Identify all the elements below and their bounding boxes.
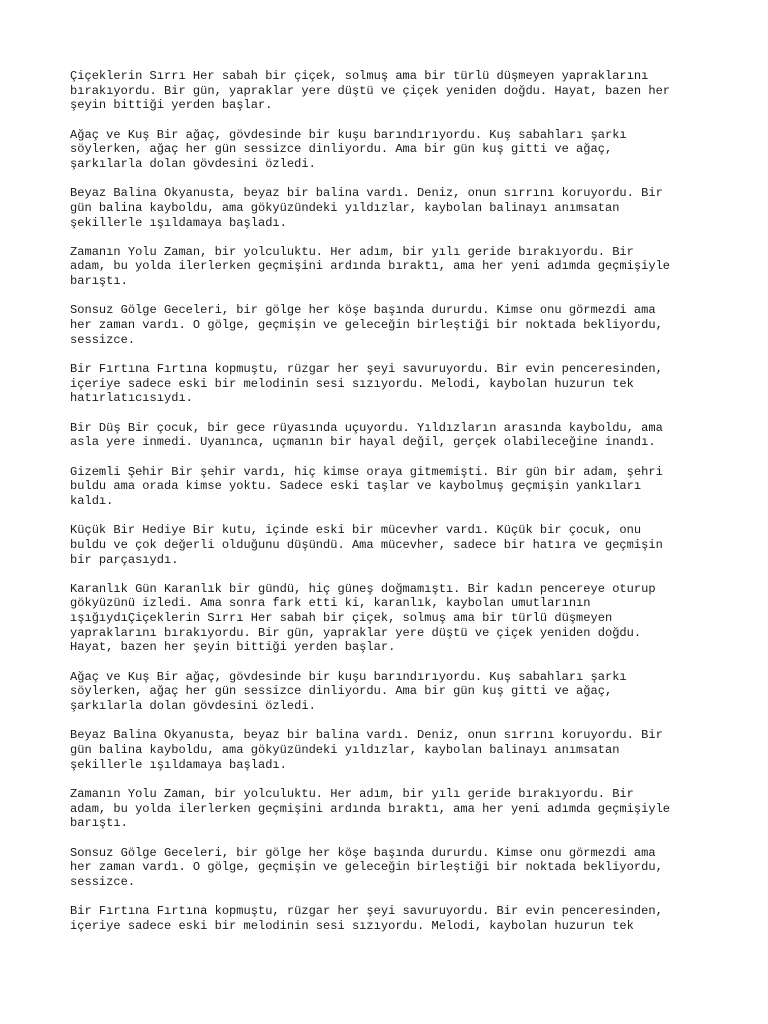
paragraph bbox=[70, 421, 710, 450]
text-line: ışığıydıÇiçeklerin Sırrı Her sabah bir çiçek, solmuş ama bir türlü düşmeyen bbox=[70, 611, 613, 626]
text-line: şarkılarla dolan gövdesini özledi. bbox=[70, 156, 316, 171]
paragraph bbox=[70, 670, 710, 714]
text-line: söylerken, ağaç her gün sessizce dinliyordu. Ama bir gün kuş gitti ve ağaç, bbox=[70, 142, 613, 157]
text-line: Sonsuz Gölge Geceleri, bir gölge her köşe başında dururdu. Kimse onu görmezdi ama bbox=[70, 303, 656, 318]
paragraph bbox=[70, 128, 710, 172]
text-line: şeyin bittiği yerden başlar. bbox=[70, 98, 273, 113]
text-line: Bir Fırtına Fırtına kopmuştu, rüzgar her şeyi savuruyordu. Bir evin penceresinden, bbox=[70, 362, 663, 377]
text-line: şekillerle ışıldamaya başladı. bbox=[70, 215, 287, 230]
text-line: buldu ama orada kimse yoktu. Sadece eski taşlar ve kaybolmuş geçmişin yankıları bbox=[70, 479, 642, 494]
text-line: adam, bu yolda ilerlerken geçmişini ardında bıraktı, ama her yeni adımda geçmişiyle bbox=[70, 259, 671, 274]
text-line: Karanlık Gün Karanlık bir gündü, hiç güneş doğmamıştı. Bir kadın pencereye oturup bbox=[70, 581, 656, 596]
text-line: Ağaç ve Kuş Bir ağaç, gövdesinde bir kuşu barındırıyordu. Kuş sabahları şarkı bbox=[70, 127, 627, 142]
text-line: Ağaç ve Kuş Bir ağaç, gövdesinde bir kuşu barındırıyordu. Kuş sabahları şarkı bbox=[70, 669, 627, 684]
text-line: Beyaz Balina Okyanusta, beyaz bir balina vardı. Deniz, onun sırrını koruyordu. Bir bbox=[70, 186, 663, 201]
text-line: Bir Düş Bir çocuk, bir gece rüyasında uçuyordu. Yıldızların arasında kayboldu, ama bbox=[70, 420, 663, 435]
text-line: hatırlatıcısıydı. bbox=[70, 391, 193, 406]
text-line: yapraklarını bırakıyordu. Bir gün, yapraklar yere düştü ve çiçek yeniden doğdu. bbox=[70, 625, 642, 640]
text-line: gün balina kayboldu, ama gökyüzündeki yıldızlar, kaybolan balinayı anımsatan bbox=[70, 200, 620, 215]
text-line: şarkılarla dolan gövdesini özledi. bbox=[70, 699, 316, 714]
text-line: barıştı. bbox=[70, 274, 128, 289]
paragraph bbox=[70, 582, 710, 655]
text-line: sessizce. bbox=[70, 874, 136, 889]
paragraph bbox=[70, 846, 710, 890]
paragraph bbox=[70, 728, 710, 772]
document-body bbox=[70, 69, 710, 948]
paragraph bbox=[70, 523, 710, 567]
paragraph bbox=[70, 69, 710, 113]
text-line: her zaman vardı. O gölge, geçmişin ve geleceğin birleştiği bir noktada bekliyordu, bbox=[70, 318, 663, 333]
text-line: Sonsuz Gölge Geceleri, bir gölge her köşe başında dururdu. Kimse onu görmezdi ama bbox=[70, 845, 656, 860]
text-line: kaldı. bbox=[70, 493, 114, 508]
text-line: barıştı. bbox=[70, 816, 128, 831]
text-line: Gizemli Şehir Bir şehir vardı, hiç kimse oraya gitmemişti. Bir gün bir adam, şehri bbox=[70, 464, 663, 479]
text-line: Bir Fırtına Fırtına kopmuştu, rüzgar her şeyi savuruyordu. Bir evin penceresinden, bbox=[70, 904, 663, 919]
paragraph bbox=[70, 245, 710, 289]
text-line: Zamanın Yolu Zaman, bir yolculuktu. Her adım, bir yılı geride bırakıyordu. Bir bbox=[70, 244, 634, 259]
paragraph bbox=[70, 465, 710, 509]
text-line: Zamanın Yolu Zaman, bir yolculuktu. Her adım, bir yılı geride bırakıyordu. Bir bbox=[70, 786, 634, 801]
text-line: şekillerle ışıldamaya başladı. bbox=[70, 757, 287, 772]
text-line: içeriye sadece eski bir melodinin sesi sızıyordu. Melodi, kaybolan huzurun tek bbox=[70, 376, 634, 391]
text-line: Beyaz Balina Okyanusta, beyaz bir balina vardı. Deniz, onun sırrını koruyordu. Bir bbox=[70, 728, 663, 743]
text-line: söylerken, ağaç her gün sessizce dinliyordu. Ama bir gün kuş gitti ve ağaç, bbox=[70, 684, 613, 699]
text-line: içeriye sadece eski bir melodinin sesi sızıyordu. Melodi, kaybolan huzurun tek bbox=[70, 918, 634, 933]
text-line: bırakıyordu. Bir gün, yapraklar yere düştü ve çiçek yeniden doğdu. Hayat, bazen her bbox=[70, 83, 671, 98]
text-line: adam, bu yolda ilerlerken geçmişini ardında bıraktı, ama her yeni adımda geçmişiyle bbox=[70, 801, 671, 816]
text-line: buldu ve çok değerli olduğunu düşündü. Ama mücevher, sadece bir hatıra ve geçmişin bbox=[70, 537, 663, 552]
text-line: asla yere inmedi. Uyanınca, uçmanın bir hayal değil, gerçek olabileceğine inandı. bbox=[70, 435, 656, 450]
text-line: Küçük Bir Hediye Bir kutu, içinde eski bir mücevher vardı. Küçük bir çocuk, onu bbox=[70, 523, 642, 538]
text-line: her zaman vardı. O gölge, geçmişin ve geleceğin birleştiği bir noktada bekliyordu, bbox=[70, 860, 663, 875]
paragraph bbox=[70, 303, 710, 347]
paragraph bbox=[70, 787, 710, 831]
text-line: sessizce. bbox=[70, 332, 136, 347]
paragraph bbox=[70, 904, 710, 933]
text-line: Çiçeklerin Sırrı Her sabah bir çiçek, solmuş ama bir türlü düşmeyen yapraklarını bbox=[70, 69, 649, 83]
text-line: Hayat, bazen her şeyin bittiği yerden başlar. bbox=[70, 640, 396, 655]
paragraph bbox=[70, 186, 710, 230]
text-line: gökyüzünü izledi. Ama sonra fark etti ki, karanlık, kaybolan umutlarının bbox=[70, 596, 591, 611]
text-line: gün balina kayboldu, ama gökyüzündeki yıldızlar, kaybolan balinayı anımsatan bbox=[70, 743, 620, 758]
paragraph bbox=[70, 362, 710, 406]
text-line: bir parçasıydı. bbox=[70, 552, 179, 567]
